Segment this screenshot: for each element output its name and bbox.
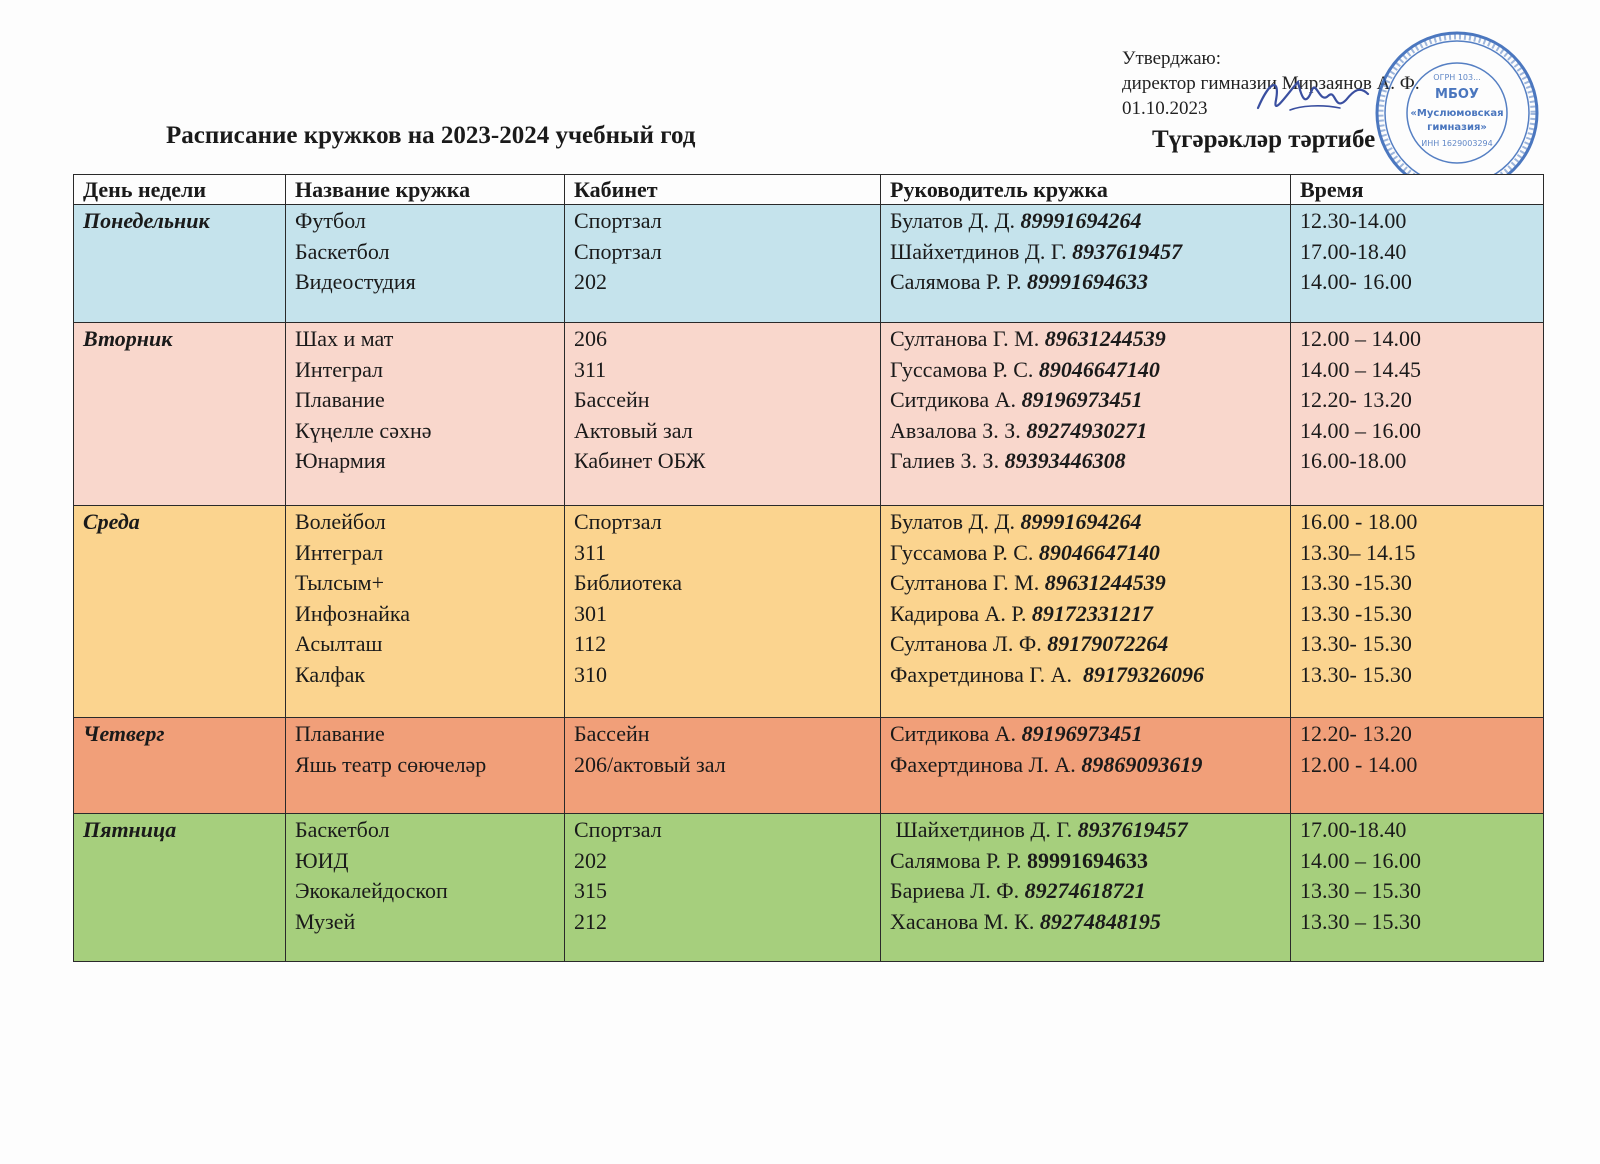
time-cell: [1291, 506, 1544, 718]
stamp-text-2: «Муслюмовская: [1410, 108, 1504, 119]
leader-line: [890, 876, 1281, 907]
room-name: Спортзал: [574, 509, 662, 534]
table-row: [74, 506, 1544, 718]
time-slot: 14.00 – 16.00: [1300, 847, 1421, 873]
stamp-text-3: гимназия»: [1427, 122, 1487, 133]
leader-line: [890, 846, 1281, 877]
leader-name: Ситдикова А.: [890, 387, 1022, 412]
room-cell: [565, 323, 881, 506]
leader-name: Шайхетдинов Д. Г.: [890, 238, 1073, 264]
club-name: Плавание: [295, 721, 385, 746]
leader-line: [890, 660, 1281, 691]
club-name: Волейбол: [295, 509, 386, 534]
room-name: 310: [574, 661, 607, 687]
approval-director: директор гимназии Мирзаянов А. Ф.: [1122, 73, 1420, 94]
room-name: 202: [574, 269, 607, 294]
time-slot: 13.30- 15.30: [1300, 631, 1412, 656]
time-cell: [1291, 718, 1544, 814]
club-name: Экокалейдоскоп: [295, 878, 448, 903]
room-name: 206: [574, 326, 607, 351]
leader-phone: 89172331217: [1031, 600, 1153, 626]
room-name: 311: [574, 356, 607, 382]
table-row: [74, 205, 1544, 323]
time-slot: 12.00 - 14.00: [1300, 751, 1418, 777]
room-name: 112: [574, 631, 607, 656]
leader-name: Авзалова З. З.: [890, 417, 1027, 443]
leader-cell: [881, 323, 1291, 506]
leader-phone: 89196973451: [1021, 721, 1143, 746]
director-signature: [1250, 60, 1390, 130]
time-slot: 12.20- 13.20: [1300, 387, 1412, 412]
stamp-text-5: ИНН 1629003294: [1421, 139, 1493, 148]
approval-date: 01.10.2023: [1122, 98, 1208, 119]
time-slot: 14.00- 16.00: [1300, 269, 1412, 294]
club-name: Баскетбол: [295, 817, 390, 842]
table-row: [74, 718, 1544, 814]
leader-phone: 89631244539: [1044, 326, 1166, 351]
leader-phone: 89274618721: [1024, 878, 1146, 903]
club-name: Плавание: [295, 387, 385, 412]
leader-line: [890, 416, 1281, 447]
club-name: Инфознайка: [295, 600, 411, 626]
room-name: Кабинет ОБЖ: [574, 448, 706, 473]
time-cell: [1291, 323, 1544, 506]
leader-phone: 89869093619: [1081, 751, 1203, 777]
room-name: Актовый зал: [574, 417, 693, 443]
club-name: Юнармия: [295, 448, 386, 473]
club-cell: [286, 323, 565, 506]
leader-phone: 89196973451: [1021, 387, 1143, 412]
room-name: Бассейн: [574, 387, 650, 412]
leader-line: [890, 538, 1281, 569]
header-time: Время: [1291, 175, 1544, 205]
club-cell: [286, 718, 565, 814]
room-cell: [565, 814, 881, 962]
club-name: Калфак: [295, 661, 366, 687]
leader-name: Бариева Л. Ф.: [890, 878, 1025, 903]
day-cell: Четверг: [74, 718, 286, 814]
club-name: Тылсым+: [295, 570, 384, 595]
room-name: 202: [574, 847, 607, 873]
day-cell: Вторник: [74, 323, 286, 506]
leader-name: Булатов Д. Д.: [890, 208, 1021, 233]
header-leader: Руководитель кружка: [881, 175, 1291, 205]
leader-name: Хасанова М. К.: [890, 908, 1040, 934]
leader-name: Султанова Г. М.: [890, 326, 1045, 351]
table-header-row: [74, 175, 1544, 205]
room-name: 212: [574, 908, 607, 934]
time-slot: 17.00-18.40: [1300, 817, 1407, 842]
leader-cell: [881, 506, 1291, 718]
title-tatar: Түгәрәкләр тәртибе: [1152, 126, 1376, 153]
leader-name: Ситдикова А.: [890, 721, 1022, 746]
leader-phone: 8937619457: [1072, 238, 1183, 264]
room-name: 311: [574, 539, 607, 565]
club-name: Футбол: [295, 208, 366, 233]
day-cell: Пятница: [74, 814, 286, 962]
time-slot: 13.30 – 15.30: [1300, 908, 1421, 934]
leader-line: [890, 599, 1281, 630]
leader-phone: 8937619457: [1077, 817, 1188, 842]
leader-line: [890, 355, 1281, 386]
club-name: Асылташ: [295, 631, 383, 656]
leader-line: [890, 237, 1281, 268]
club-name: Яшь театр сөючеләр: [295, 751, 487, 777]
club-name: ЮИД: [295, 847, 349, 873]
time-slot: 16.00-18.00: [1300, 448, 1407, 473]
club-name: Интеграл: [295, 356, 383, 382]
room-cell: [565, 205, 881, 323]
time-slot: 13.30 – 15.30: [1300, 878, 1421, 903]
table-row: [74, 814, 1544, 962]
time-slot: 13.30- 15.30: [1300, 661, 1412, 687]
room-name: Спортзал: [574, 208, 662, 233]
leader-name: Шайхетдинов Д. Г.: [890, 817, 1078, 842]
leader-line: [890, 324, 1281, 355]
leader-phone: 89046647140: [1038, 539, 1160, 565]
leader-phone: 89991694633: [1026, 269, 1148, 294]
leader-line: [890, 815, 1281, 846]
time-slot: 12.00 – 14.00: [1300, 326, 1421, 351]
club-name: Видеостудия: [295, 269, 416, 294]
leader-phone: 89393446308: [1004, 448, 1126, 473]
time-slot: 13.30 -15.30: [1300, 570, 1412, 595]
time-slot: 12.20- 13.20: [1300, 721, 1412, 746]
leader-phone: 89274848195: [1039, 908, 1161, 934]
leader-line: [890, 750, 1281, 781]
time-slot: 13.30– 14.15: [1300, 539, 1416, 565]
leader-line: [890, 206, 1281, 237]
leader-cell: [881, 814, 1291, 962]
club-cell: [286, 205, 565, 323]
room-name: 206/актовый зал: [574, 751, 726, 777]
room-name: 315: [574, 878, 607, 903]
leader-name: Гуссамова Р. С.: [890, 539, 1039, 565]
leader-line: [890, 507, 1281, 538]
header-club: Название кружка: [286, 175, 565, 205]
time-slot: 12.30-14.00: [1300, 208, 1407, 233]
leader-name: Фахертдинова Л. А.: [890, 751, 1082, 777]
leader-name: Султанова Г. М.: [890, 570, 1045, 595]
leader-line: [890, 907, 1281, 938]
room-name: Спортзал: [574, 817, 662, 842]
leader-line: [890, 568, 1281, 599]
table-row: [74, 323, 1544, 506]
schedule-table: [73, 174, 1544, 962]
leader-name: Салямова Р. Р.: [890, 847, 1027, 873]
club-cell: [286, 506, 565, 718]
club-name: Баскетбол: [295, 238, 390, 264]
stamp-text-4: ОГРН 103...: [1433, 73, 1481, 82]
club-name: Интеграл: [295, 539, 383, 565]
club-cell: [286, 814, 565, 962]
time-slot: 14.00 – 14.45: [1300, 356, 1421, 382]
leader-phone: 89991694264: [1020, 509, 1142, 534]
leader-line: [890, 446, 1281, 477]
leader-name: Фахретдинова Г. А.: [890, 661, 1083, 687]
approval-label: Утверджаю:: [1122, 48, 1221, 69]
title-russian: Расписание кружков на 2023-2024 учебный год: [166, 122, 696, 149]
time-slot: 17.00-18.40: [1300, 238, 1407, 264]
time-cell: [1291, 205, 1544, 323]
leader-name: Кадирова А. Р.: [890, 600, 1032, 626]
leader-name: Салямова Р. Р.: [890, 269, 1027, 294]
leader-name: Султанова Л. Ф.: [890, 631, 1048, 656]
leader-phone: 89631244539: [1044, 570, 1166, 595]
leader-line: [890, 629, 1281, 660]
time-slot: 16.00 - 18.00: [1300, 509, 1418, 534]
time-slot: 14.00 – 16.00: [1300, 417, 1421, 443]
day-cell: Понедельник: [74, 205, 286, 323]
leader-line: [890, 719, 1281, 750]
day-cell: Среда: [74, 506, 286, 718]
room-name: 301: [574, 600, 607, 626]
leader-name: Булатов Д. Д.: [890, 509, 1021, 534]
leader-line: [890, 267, 1281, 298]
header-day: День недели: [74, 175, 286, 205]
official-stamp: [1372, 28, 1542, 198]
time-cell: [1291, 814, 1544, 962]
club-name: Күңелле сәхнә: [295, 417, 432, 443]
room-name: Бассейн: [574, 721, 650, 746]
leader-phone: 89991694264: [1020, 208, 1142, 233]
leader-phone: 89179072264: [1047, 631, 1169, 656]
room-cell: [565, 718, 881, 814]
room-name: Библиотека: [574, 570, 683, 595]
leader-name: Гуссамова Р. С.: [890, 356, 1039, 382]
leader-cell: [881, 205, 1291, 323]
room-name: Спортзал: [574, 238, 662, 264]
header-room: Кабинет: [565, 175, 881, 205]
leader-phone: 89274930271: [1026, 417, 1148, 443]
leader-line: [890, 385, 1281, 416]
leader-name: Галиев З. З.: [890, 448, 1005, 473]
leader-phone: 89046647140: [1038, 356, 1160, 382]
leader-phone: 89179326096: [1082, 661, 1204, 687]
time-slot: 13.30 -15.30: [1300, 600, 1412, 626]
leader-cell: [881, 718, 1291, 814]
club-name: Шах и мат: [295, 326, 394, 351]
room-cell: [565, 506, 881, 718]
club-name: Музей: [295, 908, 356, 934]
stamp-text-1: МБОУ: [1435, 87, 1479, 102]
leader-phone: 89991694633: [1026, 847, 1148, 873]
